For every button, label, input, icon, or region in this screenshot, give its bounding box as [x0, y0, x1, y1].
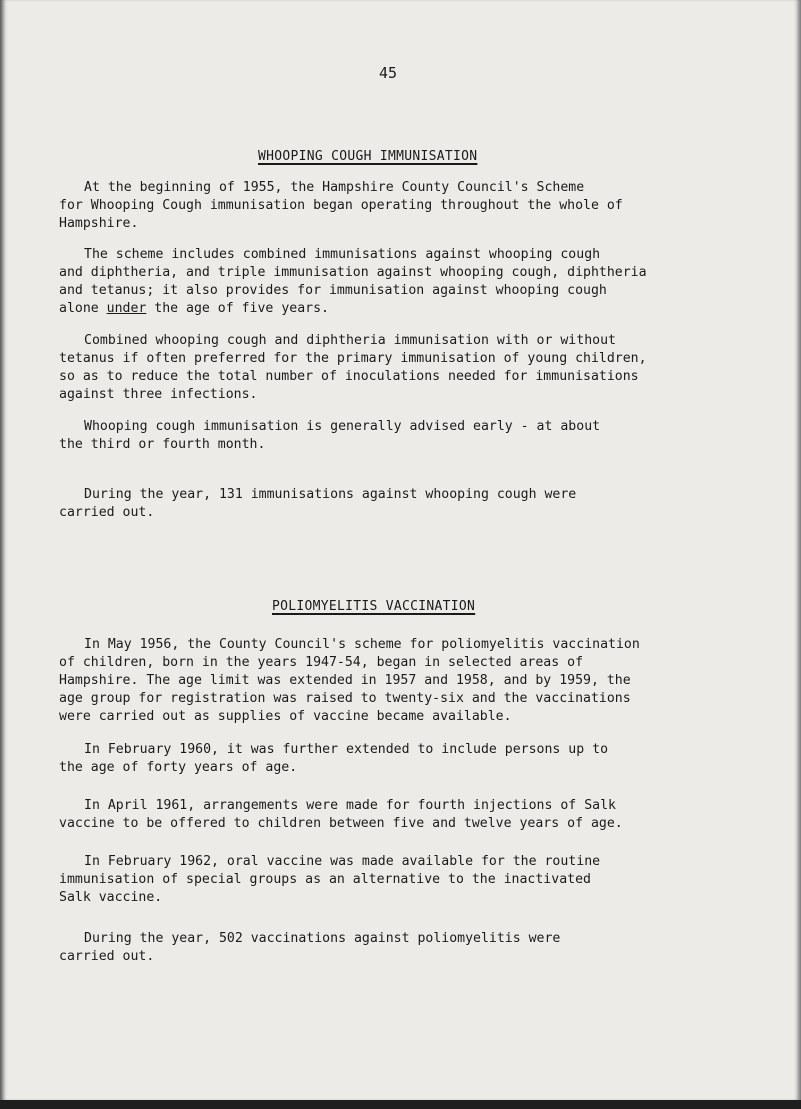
- text-line: In February 1962, oral vaccine was made available for the routine: [84, 854, 601, 869]
- text-line: vaccine to be offered to children between five and twelve years of age.: [59, 816, 623, 831]
- text-line: the age of forty years of age.: [59, 760, 298, 775]
- text-line: Hampshire. The age limit was extended in 1957 and 1958, and by 1959, the: [59, 673, 631, 688]
- text-line: for Whooping Cough immunisation began operating throughout the whole of: [59, 198, 623, 213]
- text-line: During the year, 131 immunisations against whooping cough were: [84, 487, 577, 502]
- page-number: 45: [378, 64, 398, 82]
- paragraph: [59, 486, 749, 522]
- text-line: At the beginning of 1955, the Hampshire County Council's Scheme: [84, 180, 585, 195]
- text-line: Salk vaccine.: [59, 890, 163, 905]
- text-line: Whooping cough immunisation is generally advised early - at about: [84, 419, 601, 434]
- section-heading-poliomyelitis: POLIOMYELITIS VACCINATION: [272, 599, 476, 614]
- paragraph: [59, 179, 749, 233]
- paragraph: [59, 418, 749, 454]
- paragraph: [59, 797, 749, 833]
- text-line: of children, born in the years 1947-54, began in selected areas of: [59, 655, 584, 670]
- text-line: age group for registration was raised to twenty-six and the vaccinations: [59, 691, 631, 706]
- paragraph: [59, 741, 749, 777]
- text-line: alone under the age of five years.: [59, 301, 329, 316]
- scan-edge: [0, 1100, 801, 1109]
- text-line: Combined whooping cough and diphtheria immunisation with or without: [84, 333, 616, 348]
- text-line: and tetanus; it also provides for immunisation against whooping cough: [59, 283, 607, 298]
- text-line: carried out.: [59, 505, 155, 520]
- text-line: The scheme includes combined immunisations against whooping cough: [84, 247, 601, 262]
- paragraph: [59, 930, 749, 966]
- text-line: were carried out as supplies of vaccine became available.: [59, 709, 512, 724]
- text-line: carried out.: [59, 949, 155, 964]
- text-line: Hampshire.: [59, 216, 139, 231]
- paragraph: [59, 246, 749, 318]
- text-line: and diphtheria, and triple immunisation against whooping cough, diphtheria: [59, 265, 647, 280]
- text-line: In May 1956, the County Council's scheme for poliomyelitis vaccination: [84, 637, 640, 652]
- text-line: the third or fourth month.: [59, 437, 266, 452]
- text-line: so as to reduce the total number of inoculations needed for immunisations: [59, 369, 639, 384]
- text-line: In April 1961, arrangements were made for fourth injections of Salk: [84, 798, 616, 813]
- text-line: tetanus if often preferred for the primary immunisation of young children,: [59, 351, 647, 366]
- section-heading-whooping-cough: WHOOPING COUGH IMMUNISATION: [258, 149, 478, 164]
- paragraph: [59, 636, 749, 726]
- underlined-word: under: [106, 301, 147, 316]
- text-line: During the year, 502 vaccinations against poliomyelitis were: [84, 931, 561, 946]
- paragraph: [59, 332, 749, 404]
- text-line: immunisation of special groups as an alternative to the inactivated: [59, 872, 591, 887]
- text-line: In February 1960, it was further extended to include persons up to: [84, 742, 609, 757]
- paragraph: [59, 853, 749, 907]
- text-line: against three infections.: [59, 387, 258, 402]
